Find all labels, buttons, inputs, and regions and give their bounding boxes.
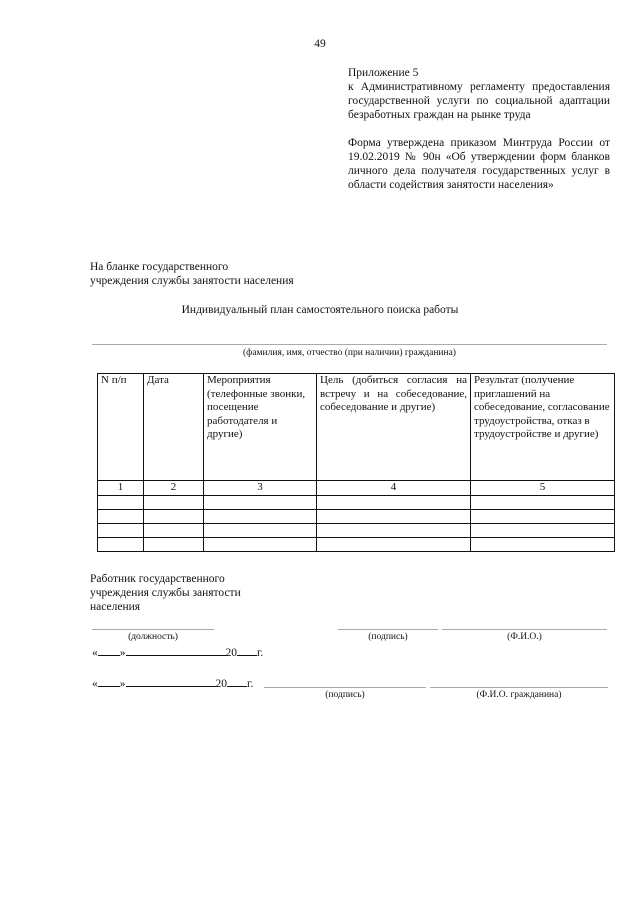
date-open-quote: « — [92, 647, 98, 659]
citizen-fio-line[interactable] — [430, 687, 608, 688]
worker-date — [92, 644, 263, 659]
blank-note-line: На бланке государственного — [90, 261, 229, 273]
month-field[interactable] — [126, 644, 226, 656]
table-cell[interactable] — [317, 509, 471, 523]
day-field[interactable] — [98, 644, 120, 656]
worker-label — [90, 572, 241, 614]
column-number-row — [98, 481, 615, 496]
blank-note-line: учреждения службы занятости населения — [90, 275, 294, 287]
column-header-date: Дата — [144, 374, 204, 481]
table-cell[interactable] — [98, 509, 144, 523]
column-header-activities: Мероприятия (телефонные звонки, посещение работодателя и другие) — [204, 374, 317, 481]
column-number: 1 — [98, 481, 144, 496]
column-number: 2 — [144, 481, 204, 496]
worker-label-line: населения — [90, 601, 141, 613]
document-title: Индивидуальный план самостоятельного поиска работы — [181, 304, 459, 316]
year-prefix: 20 — [215, 678, 227, 690]
table-cell[interactable] — [471, 523, 615, 537]
citizen-date — [92, 675, 253, 690]
table-row — [98, 495, 615, 509]
table-cell[interactable] — [317, 523, 471, 537]
table-cell[interactable] — [204, 509, 317, 523]
year-field[interactable] — [227, 675, 247, 687]
year-suffix: г. — [257, 647, 264, 659]
fio-caption: (фамилия, имя, отчество (при наличии) гражданина) — [243, 348, 456, 358]
worker-fio-line[interactable] — [442, 629, 607, 630]
year-prefix: 20 — [225, 647, 237, 659]
citizen-fio-caption: (Ф.И.О. гражданина) — [476, 690, 562, 700]
table-cell[interactable] — [204, 537, 317, 551]
year-suffix: г. — [247, 678, 254, 690]
day-field[interactable] — [98, 675, 120, 687]
column-header-result: Результат (получение приглашений на собеседование, согласование трудоустройства, отказ в трудоустройстве и другие) — [471, 374, 615, 481]
column-header-number: N п/п — [98, 374, 144, 481]
table-cell[interactable] — [98, 523, 144, 537]
table-cell[interactable] — [317, 495, 471, 509]
citizen-signature-line[interactable] — [264, 687, 426, 688]
position-caption: (должность) — [128, 632, 178, 642]
page-number: 49 — [314, 38, 326, 50]
month-field[interactable] — [126, 675, 216, 687]
fio-fill-line — [92, 344, 607, 345]
table-cell[interactable] — [471, 495, 615, 509]
table-cell[interactable] — [471, 537, 615, 551]
form-approval-note: Форма утверждена приказом Минтруда России от 19.02.2019 № 90н «Об утверждении форм бланков личного дела получателя государственных услуг в области содействия занятости населения» — [348, 137, 610, 191]
column-header-goal: Цель (добиться согласия на встречу и на собеседование, собеседование и другие) — [317, 374, 471, 481]
table-cell[interactable] — [144, 537, 204, 551]
citizen-signature-caption: (подпись) — [325, 690, 365, 700]
column-number: 4 — [317, 481, 471, 496]
plan-table — [97, 373, 615, 552]
fio-caption-worker: (Ф.И.О.) — [507, 632, 542, 642]
table-cell[interactable] — [204, 523, 317, 537]
table-cell[interactable] — [144, 509, 204, 523]
worker-label-line: Работник государственного — [90, 573, 225, 585]
date-close-quote: » — [119, 647, 126, 659]
table-row — [98, 509, 615, 523]
blank-note — [90, 260, 294, 288]
year-field[interactable] — [237, 644, 257, 656]
column-number: 5 — [471, 481, 615, 496]
table-cell[interactable] — [144, 523, 204, 537]
appendix-header — [348, 66, 610, 192]
column-number: 3 — [204, 481, 317, 496]
appendix-regulation: к Административному регламенту предоставления государственной услуги по социальной адаптации безработных граждан на рынке труда — [348, 81, 610, 121]
date-open-quote: « — [92, 678, 98, 690]
table-cell[interactable] — [144, 495, 204, 509]
table-row — [98, 523, 615, 537]
table-header-row — [98, 374, 615, 481]
date-close-quote: » — [119, 678, 126, 690]
position-line[interactable] — [92, 629, 214, 630]
table-row — [98, 537, 615, 551]
worker-label-line: учреждения службы занятости — [90, 587, 241, 599]
worker-signature-line[interactable] — [338, 629, 438, 630]
table-cell[interactable] — [204, 495, 317, 509]
table-cell[interactable] — [471, 509, 615, 523]
table-cell[interactable] — [98, 495, 144, 509]
table-cell[interactable] — [98, 537, 144, 551]
table-cell[interactable] — [317, 537, 471, 551]
appendix-title: Приложение 5 — [348, 67, 419, 79]
signature-caption: (подпись) — [368, 632, 408, 642]
